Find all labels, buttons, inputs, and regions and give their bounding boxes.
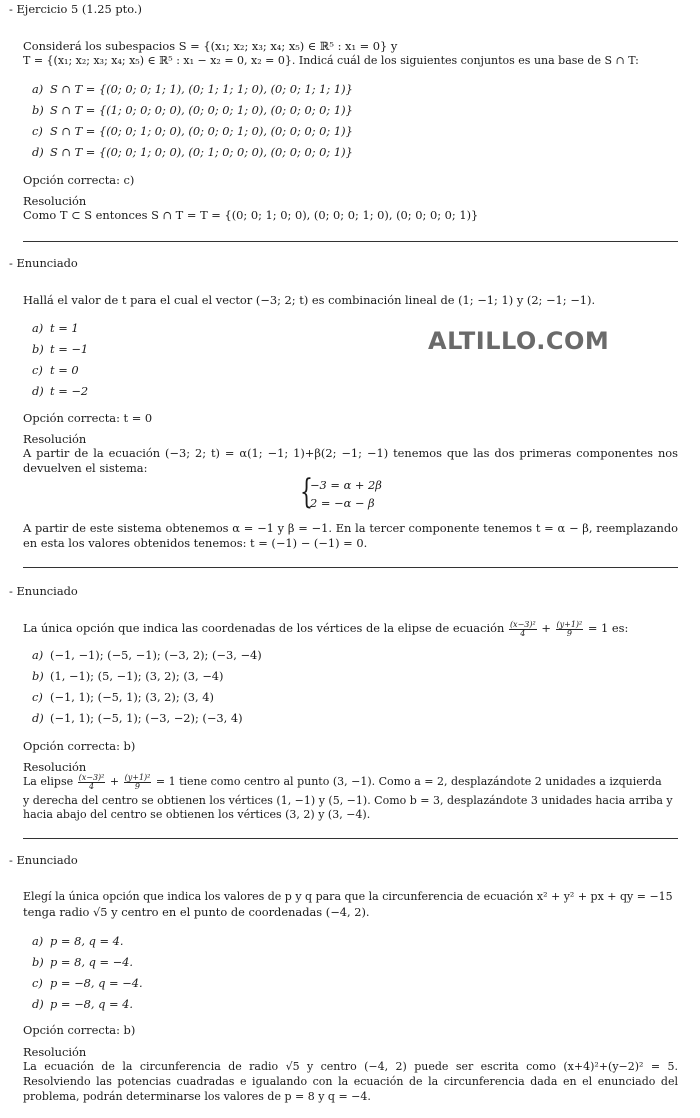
option-text: S ∩ T = {(0; 0; 1; 0; 0), (0; 0; 0; 1; 0), (0; 0; 0; 0; 1)} [50, 124, 353, 138]
correct-answer: Opción correcta: b) [23, 739, 136, 753]
option-text: S ∩ T = {(0; 0; 0; 1; 1), (0; 1; 1; 1; 0), (0; 0; 1; 1; 1)} [50, 82, 353, 96]
option-d [32, 711, 243, 726]
option-text: S ∩ T = {(0; 0; 1; 0; 0), (0; 1; 0; 0; 0), (0; 0; 0; 0; 1)} [50, 145, 353, 159]
section-header: - Enunciado [9, 584, 78, 598]
option-b [32, 342, 88, 357]
option-label: c) [32, 363, 43, 377]
system-line-1: −3 = α + 2β [310, 478, 382, 492]
resolution-line-3: hacia abajo del centro se obtienen los vértices (3, 2) y (3, −4). [23, 808, 371, 821]
statement-line-1: Elegí la única opción que indica los valores de p y q para que la circunferencia de ecuación x² + y² + px + qy = −15 [23, 890, 673, 903]
section-divider [23, 838, 678, 839]
section-header: - Enunciado [9, 853, 78, 867]
option-text: p = −8, q = 4. [50, 997, 134, 1011]
option-d [32, 145, 353, 160]
option-text: t = 0 [50, 363, 79, 377]
system-line-2: 2 = −α − β [310, 496, 375, 510]
resolution-title: Resolución [23, 432, 87, 446]
plus-sign: + [541, 621, 551, 635]
option-label: b) [32, 955, 44, 969]
option-text: t = 1 [50, 321, 79, 335]
resolution-title: Resolución [23, 1045, 87, 1059]
fraction-y [124, 774, 152, 791]
exercise-header: - Ejercicio 5 (1.25 pto.) [9, 2, 142, 16]
resolution-text-cont: = 1 tiene como centro al punto (3, −1). Como a = 2, desplazándote 2 unidades a izquierda [155, 775, 662, 788]
resolution-text: La elipse [23, 775, 74, 788]
watermark-logo: ALTILLO.COM [428, 327, 610, 355]
fraction-denominator: 4 [520, 628, 526, 638]
option-text: (−1, 1); (−5, 1); (−3, −2); (−3, 4) [50, 711, 243, 725]
plus-sign: + [109, 775, 120, 788]
option-a [32, 934, 124, 949]
statement-line-2: tenga radio √5 y centro en el punto de coordenadas (−4, 2). [23, 905, 370, 919]
option-c [32, 690, 214, 705]
option-label: c) [32, 976, 43, 990]
resolution-text: Como T ⊂ S entonces S ∩ T = T = {(0; 0; 1; 0; 0), (0; 0; 0; 1; 0), (0; 0; 0; 0; 1)} [23, 208, 479, 222]
fraction-denominator: 9 [566, 628, 572, 638]
option-label: b) [32, 342, 44, 356]
section-divider [23, 567, 678, 568]
option-text: t = −1 [50, 342, 89, 356]
option-d [32, 384, 88, 399]
option-label: c) [32, 690, 43, 704]
option-label: d) [32, 997, 44, 1011]
resolution-paragraph-2: A partir de este sistema obtenemos α = −1 y β = −1. En la tercer componente tenemos t = α − β, reemplazando en esta los valores obtenidos tenemos: t = (−1) − (−1) = 0. [23, 521, 678, 550]
fraction-x [78, 774, 106, 791]
option-text: S ∩ T = {(1; 0; 0; 0; 0), (0; 0; 0; 1; 0), (0; 0; 0; 0; 1)} [50, 103, 353, 117]
option-text: p = −8, q = −4. [50, 976, 143, 990]
option-label: c) [32, 124, 43, 138]
option-c [32, 124, 353, 139]
option-a [32, 648, 262, 663]
option-label: b) [32, 103, 44, 117]
fraction-denominator: 4 [88, 781, 95, 791]
resolution-title: Resolución [23, 194, 87, 208]
option-label: d) [32, 384, 44, 398]
option-label: d) [32, 711, 44, 725]
fraction-denominator: 9 [134, 781, 141, 791]
statement-line-2: T = {(x₁; x₂; x₃; x₄; x₅) ∈ ℝ⁵ : x₁ − x₂ = 0, x₂ = 0}. Indicá cuál de los siguientes conjuntos es una base de S ∩ T: [23, 54, 639, 67]
resolution-title: Resolución [23, 760, 87, 774]
option-a [32, 82, 353, 97]
resolution-paragraph-1: A partir de la ecuación (−3; 2; t) = α(1; −1; 1)+β(2; −1; −1) tenemos que las dos primeras componentes nos devuelven el sistema: [23, 446, 678, 475]
section-divider [23, 241, 678, 242]
option-label: b) [32, 669, 44, 683]
resolution-text: La ecuación de la circunferencia de radio √5 y centro (−4, 2) puede ser escrita como (x+4)²+(y−2)² = 5. Resolviendo las potencias cuadradas e igualando con la ecuación de la circunferencia dada en el enunciado del problema, podrán determinarse los valores de p = 8 y q = −4. [23, 1060, 678, 1103]
option-text: t = −2 [50, 384, 89, 398]
option-b [32, 103, 353, 118]
fraction-numerator: (y+1)² [556, 619, 583, 629]
fraction-numerator: (x−3)² [509, 619, 536, 629]
fraction-y [556, 621, 584, 638]
fraction-x [509, 621, 537, 638]
correct-answer: Opción correcta: b) [23, 1023, 136, 1037]
option-label: a) [32, 82, 44, 96]
resolution-line-1 [23, 772, 662, 792]
correct-answer: Opción correcta: t = 0 [23, 411, 153, 425]
option-label: a) [32, 648, 44, 662]
section-header: - Enunciado [9, 256, 78, 270]
option-c [32, 976, 143, 991]
correct-answer: Opción correcta: c) [23, 173, 135, 187]
statement [23, 617, 628, 639]
option-b [32, 669, 224, 684]
option-label: a) [32, 321, 44, 335]
option-d [32, 997, 133, 1012]
statement-text-end: = 1 es: [587, 621, 629, 635]
option-text: (−1, −1); (−5, −1); (−3, 2); (−3, −4) [50, 648, 262, 662]
option-a [32, 321, 79, 336]
fraction-numerator: (x−3)² [78, 772, 105, 782]
option-text: (−1, 1); (−5, 1); (3, 2); (3, 4) [50, 690, 214, 704]
resolution-line-2: y derecha del centro se obtienen los vértices (1, −1) y (5, −1). Como b = 3, desplazándote 3 unidades hacia arriba y [23, 794, 673, 807]
statement-line-1: Considerá los subespacios S = {(x₁; x₂; x₃; x₄; x₅) ∈ ℝ⁵ : x₁ = 0} y [23, 39, 398, 53]
option-c [32, 363, 79, 378]
option-label: d) [32, 145, 44, 159]
option-text: p = 8, q = −4. [50, 955, 134, 969]
statement-text: La única opción que indica las coordenadas de los vértices de la elipse de ecuación [23, 621, 505, 635]
option-b [32, 955, 133, 970]
statement: Hallá el valor de t para el cual el vector (−3; 2; t) es combinación lineal de (1; −1; 1) y (2; −1; −1). [23, 293, 596, 307]
option-label: a) [32, 934, 44, 948]
option-text: (1, −1); (5, −1); (3, 2); (3, −4) [50, 669, 224, 683]
brace-glyph: { [300, 472, 313, 512]
option-text: p = 8, q = 4. [50, 934, 124, 948]
fraction-numerator: (y+1)² [124, 772, 151, 782]
